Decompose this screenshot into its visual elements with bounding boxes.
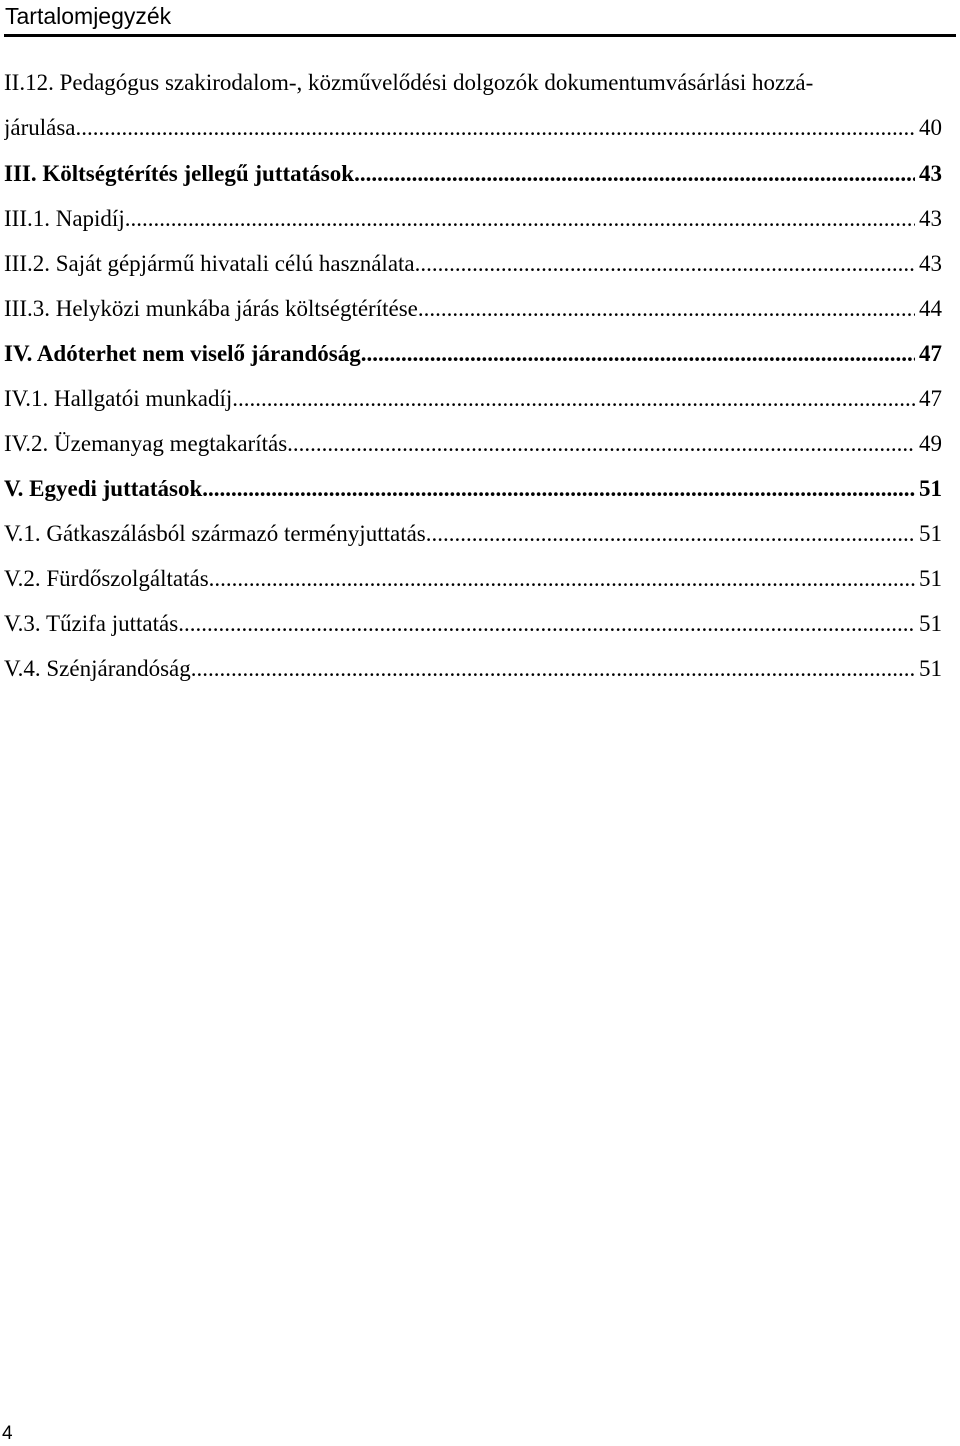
table-of-contents [4, 67, 942, 698]
toc-entry-first-line [4, 67, 942, 99]
toc-entry-iii-2[interactable] [4, 248, 942, 293]
toc-leader-dots [209, 563, 915, 595]
toc-entry-page: 47 [919, 341, 942, 366]
toc-entry-line [4, 518, 942, 550]
toc-leader-dots [76, 112, 915, 144]
toc-entry-iv-1[interactable] [4, 383, 942, 428]
toc-entry-line [4, 293, 942, 325]
toc-entry-page: 47 [919, 386, 942, 411]
toc-entry-page: 51 [919, 611, 942, 636]
toc-entry-line [4, 338, 942, 370]
toc-entry-page: 49 [919, 431, 942, 456]
toc-entry-v-3[interactable] [4, 608, 942, 653]
toc-entry-page: 43 [919, 161, 942, 186]
toc-entry-second-line [4, 112, 942, 144]
toc-entry-label: V.3. Tűzifa juttatás [4, 611, 179, 636]
toc-entry-label: III. Költségtérítés jellegű juttatások [4, 161, 355, 186]
toc-entry-line [4, 653, 942, 685]
page-number: 4 [2, 1423, 13, 1444]
toc-entry-label: V.1. Gátkaszálásból származó terményjuttatás [4, 521, 426, 546]
toc-leader-dots [418, 293, 915, 325]
toc-entry-label: III.2. Saját gépjármű hivatali célú használata [4, 251, 415, 276]
toc-leader-dots [178, 608, 915, 640]
toc-leader-dots [426, 518, 915, 550]
toc-entry-v[interactable] [4, 473, 942, 518]
toc-entry-page: 43 [919, 251, 942, 276]
toc-entry-v-2[interactable] [4, 563, 942, 608]
toc-entry-line [4, 428, 942, 460]
toc-entry-line [4, 158, 942, 190]
toc-entry-line [4, 563, 942, 595]
toc-entry-page: 51 [919, 521, 942, 546]
toc-entry-line [4, 473, 942, 505]
toc-entry-iv-2[interactable] [4, 428, 942, 473]
toc-entry-iii-1[interactable] [4, 203, 942, 248]
toc-entry-label: V.2. Fürdőszolgáltatás [4, 566, 209, 591]
toc-entry-label: II.12. Pedagógus szakirodalom-, közművelődési dolgozók dokumentumvásárlási hozzá- [4, 70, 814, 95]
toc-entry-label-continued: járulása [4, 115, 76, 140]
toc-entry-iii[interactable] [4, 158, 942, 203]
toc-entry-ii-12[interactable] [4, 67, 942, 158]
toc-entry-line [4, 608, 942, 640]
toc-entry-label: III.3. Helyközi munkába járás költségtérítése [4, 296, 418, 321]
toc-entry-label: IV.1. Hallgatói munkadíj [4, 386, 233, 411]
toc-leader-dots [361, 338, 915, 370]
toc-entry-line [4, 203, 942, 235]
toc-entry-label: III.1. Napidíj [4, 206, 125, 231]
toc-entry-v-1[interactable] [4, 518, 942, 563]
toc-entry-page: 40 [919, 115, 942, 140]
toc-entry-iii-3[interactable] [4, 293, 942, 338]
toc-entry-label: IV.2. Üzemanyag megtakarítás [4, 431, 288, 456]
toc-entry-line [4, 383, 942, 415]
toc-entry-label: IV. Adóterhet nem viselő járandóság [4, 341, 361, 366]
toc-leader-dots [415, 248, 915, 280]
toc-leader-dots [232, 383, 915, 415]
toc-entry-label: V.4. Szénjárandóság [4, 656, 191, 681]
page-header [4, 0, 956, 37]
toc-entry-iv[interactable] [4, 338, 942, 383]
toc-leader-dots [191, 653, 915, 685]
toc-entry-page: 43 [919, 206, 942, 231]
toc-entry-page: 51 [919, 566, 942, 591]
toc-leader-dots [354, 158, 915, 190]
toc-entry-page: 51 [919, 476, 942, 501]
toc-leader-dots [202, 473, 915, 505]
header-title: Tartalomjegyzék [5, 3, 172, 29]
toc-entry-v-4[interactable] [4, 653, 942, 698]
toc-leader-dots [125, 203, 915, 235]
toc-entry-label: V. Egyedi juttatások [4, 476, 203, 501]
toc-entry-page: 44 [919, 296, 942, 321]
toc-entry-page: 51 [919, 656, 942, 681]
toc-leader-dots [287, 428, 915, 460]
toc-entry-line [4, 248, 942, 280]
